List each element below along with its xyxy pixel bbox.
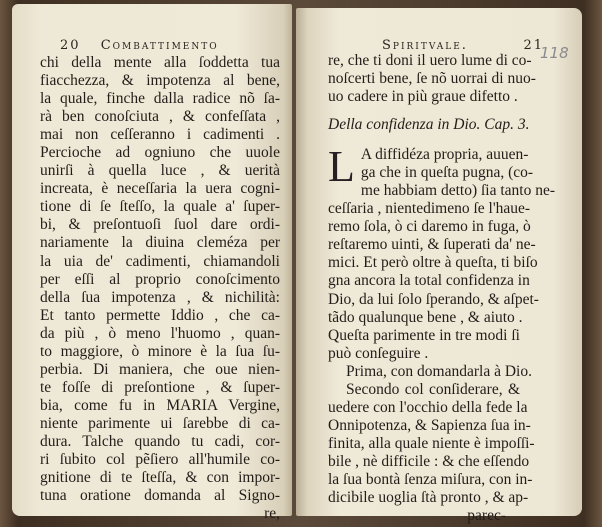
- text-line: uedere con l'occhio della fede la: [328, 398, 528, 416]
- text-line: remo ſola, ò ci daremo in fuga, ò: [328, 218, 531, 236]
- text-line: dura. Talche quando tu cadi, cor-: [40, 432, 280, 450]
- catchword: parec-: [467, 507, 506, 525]
- text-line: bi, & preſontuoſi ſuol dare ordi-: [40, 216, 280, 234]
- catchword: re,: [264, 505, 280, 523]
- drop-cap: L: [328, 142, 355, 192]
- text-line: noſcerti bene, ſe nõ uorrai di nuo-: [328, 70, 536, 88]
- text-line: me habbiam detto) ſia tanto ne-: [360, 182, 556, 200]
- text-line: bile , nè difficile : & che eſſendo: [328, 452, 530, 470]
- right-page-text: [328, 52, 556, 525]
- text-line: ri ſubito col pẽſiero all'humile co-: [40, 451, 280, 469]
- text-line: re, che ti doni il uero lume di co-: [328, 52, 532, 69]
- text-line: gnitione di te ſteſſa, & con impor-: [40, 469, 280, 487]
- page-number: 21: [523, 38, 544, 53]
- text-line: Prima, con domandarla à Dio.: [346, 362, 532, 380]
- text-line: unirſi à quella luce , & uerità: [40, 162, 280, 180]
- text-line: mici. Et però oltre à queſta, ti biſo: [328, 254, 538, 272]
- text-line: della ſua impotenza , & nichilità:: [40, 288, 280, 306]
- handwritten-folio-number: 118: [540, 44, 569, 62]
- text-line: te foſſe di preſontione , & ſuper-: [40, 378, 280, 396]
- text-line: tãdo qualunque bene , & aiuto .: [328, 308, 523, 326]
- text-line: Dio, da lui ſolo ſperando, & aſpet-: [328, 290, 539, 308]
- text-line: reſtaremo uinti, & ſuperati da' ne-: [328, 236, 536, 254]
- text-line: ceſſaria , nientedimeno ſe l'haue-: [328, 200, 531, 218]
- left-page-text: [40, 54, 280, 523]
- text-line: A diffidéza propria, auuen-: [360, 146, 529, 164]
- right-page-header: [382, 38, 544, 53]
- text-line: tuna oratione domanda al Signo-: [40, 487, 280, 505]
- text-line: niente parimente ui ſarebbe di ca-: [40, 414, 280, 432]
- text-line: increata, è neceſſaria la uera cogni-: [40, 180, 280, 198]
- text-line: tione di ſe ſteſſo, la quale a' ſuper-: [40, 198, 280, 216]
- text-line: Percioche ad ogniuno che uuole: [40, 144, 280, 162]
- text-line: per eſſi al proprio conoſcimento: [40, 270, 280, 288]
- text-line: da più , ò meno l'huomo , quan-: [40, 324, 280, 342]
- text-line: to maggiore, ò minore è la ſua ſu-: [40, 342, 280, 360]
- text-line: Queſta parimente in tre modi ſi: [328, 326, 520, 344]
- text-line: Onnipotenza, & Sapienza ſua in-: [328, 416, 531, 434]
- text-line: finita, alla quale niente è impoſſi-: [328, 434, 535, 452]
- text-line: nariamente la diuina cleméza per: [40, 234, 280, 252]
- text-line: la ſua bontà ſenza miſura, con in-: [328, 470, 533, 488]
- text-line: chi della mente alla ſoddetta tua: [40, 54, 280, 71]
- text-line: fiacchezza, & impotenza al bene,: [40, 72, 280, 90]
- text-line: Et tanto permette Iddio , che ca-: [40, 306, 280, 324]
- text-line: ga che in queſta pugna, (co-: [360, 164, 534, 182]
- left-page: [12, 4, 292, 523]
- text-line: dicibile uoglia ſtà pronto , & ap-: [328, 489, 529, 507]
- running-head: Spiritvale.: [382, 38, 468, 53]
- text-line: la quale, finche dalla radice nõ ſa-: [40, 90, 280, 108]
- text-line: uo cadere in più graue difetto .: [328, 88, 518, 106]
- page-number: 20: [60, 38, 81, 53]
- text-line: perbia. Di maniera, che oue nien-: [40, 360, 280, 378]
- text-line: gna ancora la total confidenza in: [328, 272, 530, 290]
- text-line: la uia de' cadimenti, chiamandoli: [40, 252, 280, 270]
- text-line: mai non ceſſeranno i cadimenti .: [40, 126, 280, 144]
- text-line: rà ben conoſciuta , & confeſſata ,: [40, 108, 280, 126]
- text-line: bia, come fu in MARIA Vergine,: [40, 396, 280, 414]
- right-page: [296, 8, 582, 525]
- text-line: può conſeguire .: [328, 344, 429, 362]
- chapter-heading: Della confidenza in Dio. Cap. 3.: [328, 116, 530, 134]
- running-head: Combattimento: [100, 38, 219, 53]
- left-page-header: [60, 38, 219, 53]
- text-line: Secondo col conſiderare, &: [346, 380, 520, 398]
